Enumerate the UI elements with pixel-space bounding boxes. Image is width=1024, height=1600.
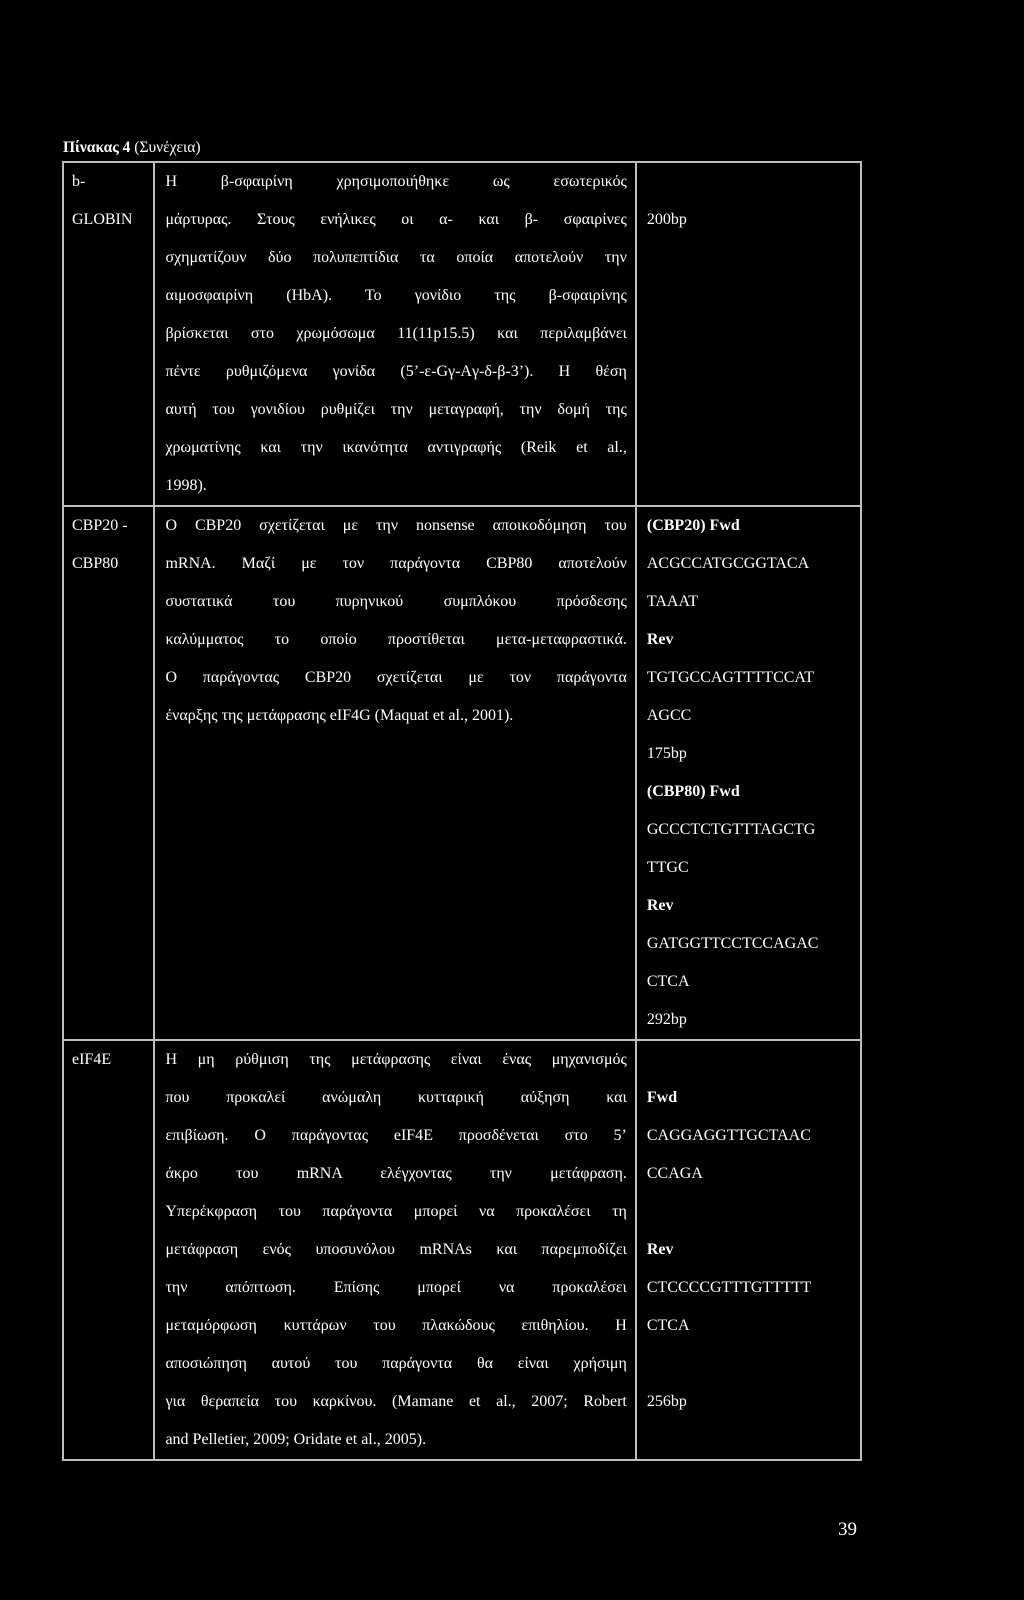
primer-label: Rev [646, 631, 674, 648]
description-line: μεταμόρφωση κυττάρων του πλακώδους επιθηλίου. Η [165, 1317, 627, 1334]
primer-line: ACGCCATGCGGTACA [646, 555, 810, 572]
gene-name-cell [63, 506, 154, 1040]
gene-name-line: b- [72, 173, 86, 190]
gene-name-line: CBP20 - [72, 517, 128, 534]
gene-name-cell [63, 1040, 154, 1460]
primer-cell [636, 1040, 861, 1460]
description-line: αιμοσφαιρίνη (HbA). Το γονίδιο της β-σφαιρίνης [165, 287, 627, 304]
description-line: mRNA. Μαζί με τον παράγοντα CBP80 αποτελούν [165, 555, 627, 572]
primer-line: 175bp [646, 745, 687, 762]
description-line: αυτή του γονιδίου ρυθμίζει την μεταγραφή, την δομή της [165, 401, 627, 418]
description-line: βρίσκεται στο χρωμόσωμα 11(11p15.5) και περιλαμβάνει [165, 325, 627, 342]
primer-cell [636, 162, 861, 506]
description-cell [154, 162, 635, 506]
description-cell [154, 506, 635, 1040]
description-line: για θεραπεία του καρκίνου. (Mamane et al., 2007; Robert [165, 1393, 627, 1410]
description-line: Η β-σφαιρίνη χρησιμοποιήθηκε ως εσωτερικός [165, 173, 627, 190]
table-row [63, 506, 861, 1040]
primer-line [647, 1345, 860, 1383]
table-caption-label: Πίνακας 4 [63, 139, 131, 156]
gene-table-body [63, 162, 861, 1460]
primer-line: TGTGCCAGTTTTCCAT [646, 669, 814, 686]
primer-label: Fwd [646, 1089, 678, 1106]
primer-line: AGCC [646, 707, 692, 724]
description-line: Ο CBP20 σχετίζεται με την nonsense αποικοδόμηση του [165, 517, 627, 534]
description-line: συστατικά του πυρηνικού συμπλόκου πρόσδεσης [165, 593, 627, 610]
primer-line: 256bp [646, 1393, 687, 1410]
primer-line: CCAGA [646, 1165, 703, 1182]
table-row [63, 162, 861, 506]
primer-label: (CBP80) Fwd [646, 783, 740, 800]
primer-line: GATGGTTCCTCCAGAC [646, 935, 819, 952]
description-line: καλύμματος το οποίο προστίθεται μετα-μεταφραστικά. [165, 631, 627, 648]
description-line: χρωματίνης και την ικανότητα αντιγραφής (Reik et al., [165, 439, 627, 456]
primer-line: GCCCTCTGTTTAGCTG [646, 821, 816, 838]
description-line: 1998). [165, 477, 207, 494]
primer-line: TTGC [646, 859, 689, 876]
description-line: πέντε ρυθμιζόμενα γονίδα (5’-ε-Gγ-Aγ-δ-β-3’). Η θέση [165, 363, 627, 380]
primer-line: CAGGAGGTTGCTAAC [646, 1127, 811, 1144]
table-caption [63, 138, 201, 158]
description-line: Υπερέκφραση του παράγοντα μπορεί να προκαλέσει τη [165, 1203, 627, 1220]
primer-line: CTCA [646, 973, 690, 990]
description-line: άκρο του mRNA ελέγχοντας την μετάφραση. [165, 1165, 627, 1182]
page-number: 39 [838, 1519, 857, 1540]
primer-line: TAAAT [646, 593, 699, 610]
primer-line: 292bp [646, 1011, 687, 1028]
description-line: σχηματίζουν δύο πολυπεπτίδια τα οποία αποτελούν την [165, 249, 627, 266]
gene-table [62, 161, 862, 1461]
description-line: μετάφραση ενός υποσυνόλου mRNAs και παρεμποδίζει [165, 1241, 627, 1258]
description-line: αποσιώπηση αυτού του παράγοντα θα είναι χρήσιμη [165, 1355, 627, 1372]
description-line: Η μη ρύθμιση της μετάφρασης είναι ένας μηχανισμός [165, 1051, 627, 1068]
primer-line: CTCCCCGTTTGTTTTT [646, 1279, 812, 1296]
primer-label: Rev [646, 897, 674, 914]
table-caption-rest: (Συνέχεια) [130, 139, 201, 156]
description-line: μάρτυρας. Στους ενήλικες οι α- και β- σφαιρίνες [165, 211, 627, 228]
description-line: έναρξης της μετάφρασης eIF4G (Maquat et al., 2001). [165, 707, 514, 724]
gene-name-cell [63, 162, 154, 506]
primer-label: (CBP20) Fwd [646, 517, 740, 534]
primer-label: Rev [646, 1241, 674, 1258]
description-line: Ο παράγοντας CBP20 σχετίζεται με τον παράγοντα [165, 669, 627, 686]
description-line: την απόπτωση. Επίσης μπορεί να προκαλέσει [165, 1279, 627, 1296]
primer-line [647, 1041, 860, 1079]
gene-name-line: eIF4E [72, 1051, 112, 1068]
description-cell [154, 1040, 635, 1460]
description-line: επιβίωση. Ο παράγοντας eIF4E προσδένεται στο 5’ [165, 1127, 627, 1144]
description-line: που προκαλεί ανώμαλη κυτταρική αύξηση και [165, 1089, 627, 1106]
description-line: and Pelletier, 2009; Oridate et al., 2005). [165, 1431, 427, 1448]
table-row [63, 1040, 861, 1460]
primer-line [647, 163, 860, 201]
primer-line [647, 1193, 860, 1231]
primer-line: 200bp [646, 211, 687, 228]
gene-name-line: CBP80 [72, 555, 119, 572]
primer-line: CTCA [646, 1317, 690, 1334]
primer-cell [636, 506, 861, 1040]
gene-name-line: GLOBIN [72, 211, 133, 228]
